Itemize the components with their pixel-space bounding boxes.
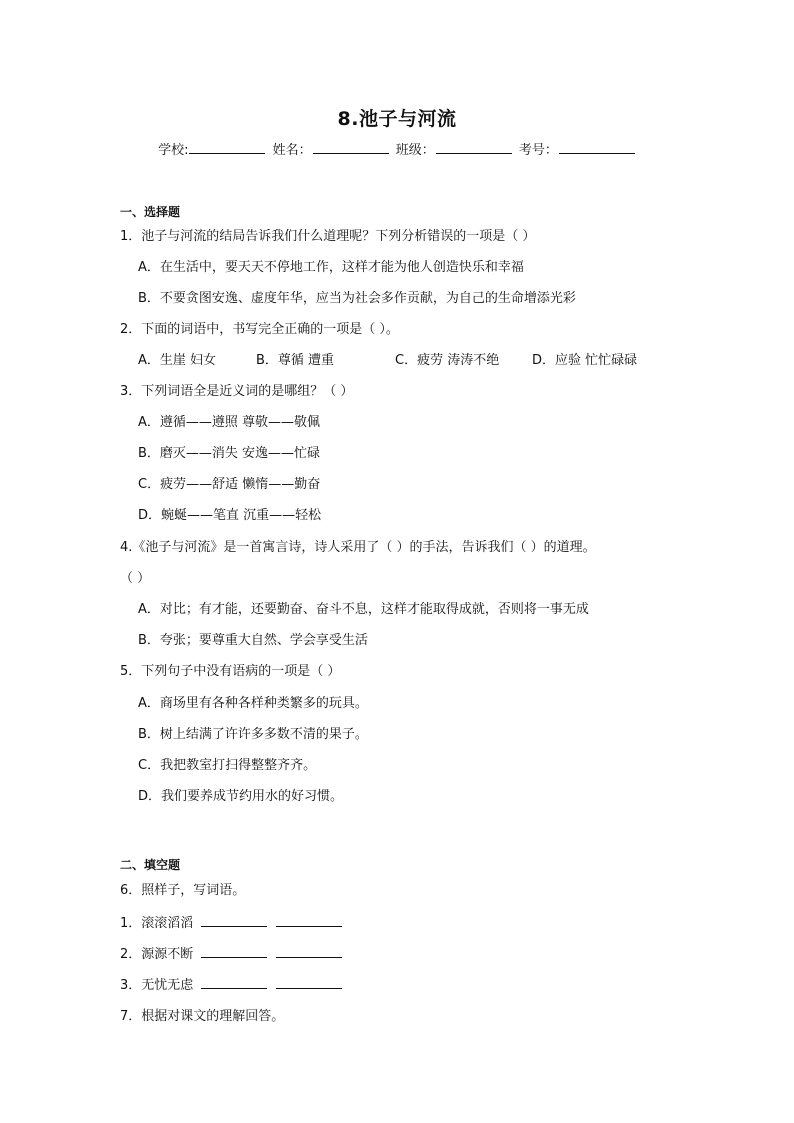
name-blank xyxy=(313,141,389,154)
question-2-option-c: C．疲劳 涛涛不绝 xyxy=(395,353,500,368)
question-7-stem: 7．根据对课文的理解回答。 xyxy=(120,1009,285,1024)
answer-blank[interactable] xyxy=(276,976,342,989)
question-3-option-a: A．遵循——遵照 尊敬——敬佩 xyxy=(138,415,321,430)
question-2-stem: 2．下面的词语中，书写完全正确的一项是（ ）。 xyxy=(120,322,399,337)
exam-no-blank xyxy=(559,141,635,154)
question-5-option-a: A．商场里有各种各样种类繁多的玩具。 xyxy=(138,696,368,711)
school-label: 学校: xyxy=(158,143,189,158)
question-2-option-d: D．应验 忙忙碌碌 xyxy=(532,353,638,368)
question-6-item-3-label: 3．无忧无虑 xyxy=(120,978,194,993)
exam-no-label: 考号： xyxy=(518,143,558,158)
question-3-option-d: D．蜿蜒——笔直 沉重——轻松 xyxy=(138,508,322,523)
question-2-option-b: B．尊循 遭重 xyxy=(256,353,335,368)
question-5-option-d: D．我们要养成节约用水的好习惯。 xyxy=(138,789,344,804)
question-6-item-1 xyxy=(120,914,342,933)
question-5-option-c: C．我把教室打扫得整整齐齐。 xyxy=(138,758,317,773)
question-1-option-b: B．不要贪图安逸、虚度年华，应当为社会多作贡献，为自己的生命增添光彩 xyxy=(138,291,576,306)
question-3-option-b: B．磨灭——消失 安逸——忙碌 xyxy=(138,446,321,461)
question-4-option-b: B．夸张；要尊重大自然、学会享受生活 xyxy=(138,633,368,648)
school-blank xyxy=(189,141,265,154)
question-2-option-a: A．生崖 妇女 xyxy=(138,353,217,368)
answer-blank[interactable] xyxy=(276,914,342,927)
page-title: 8.池子与河流 xyxy=(337,108,457,130)
question-6-stem: 6．照样子，写词语。 xyxy=(120,883,246,898)
question-3-option-c: C．疲劳——舒适 懒惰——勤奋 xyxy=(138,477,321,492)
question-5-option-b: B．树上结满了许许多多数不清的果子。 xyxy=(138,727,368,742)
question-5-stem: 5．下列句子中没有语病的一项是（ ） xyxy=(120,664,341,679)
question-2-options xyxy=(138,352,637,370)
question-6-item-1-label: 1．滚滚滔滔 xyxy=(120,916,194,931)
class-blank xyxy=(436,141,512,154)
answer-blank[interactable] xyxy=(201,945,267,958)
class-label: 班级： xyxy=(395,143,435,158)
question-4-answer-paren: （ ） xyxy=(120,571,151,586)
question-6-item-2-label: 2．源源不断 xyxy=(120,947,194,962)
question-1-stem: 1．池子与河流的结局告诉我们什么道理呢？下列分析错误的一项是（ ） xyxy=(120,229,536,244)
student-info-line xyxy=(0,139,794,158)
name-label: 姓名： xyxy=(272,143,312,158)
question-3-stem: 3．下列词语全是近义词的是哪组？（ ） xyxy=(120,384,354,399)
answer-blank[interactable] xyxy=(276,945,342,958)
question-6-item-3 xyxy=(120,976,342,995)
answer-blank[interactable] xyxy=(201,914,267,927)
question-1-option-a: A．在生活中，要天天不停地工作，这样才能为他人创造快乐和幸福 xyxy=(138,260,524,275)
section-heading-choice: 一、选择题 xyxy=(120,205,181,219)
answer-blank[interactable] xyxy=(201,976,267,989)
section-heading-fill: 二、填空题 xyxy=(120,858,181,872)
question-6-item-2 xyxy=(120,945,342,964)
question-4-stem: 4.《池子与河流》是一首寓言诗，诗人采用了（ ）的手法，告诉我们（ ）的道理。 xyxy=(120,540,596,555)
question-4-option-a: A．对比；有才能，还要勤奋、奋斗不息，这样才能取得成就，否则将一事无成 xyxy=(138,602,589,617)
